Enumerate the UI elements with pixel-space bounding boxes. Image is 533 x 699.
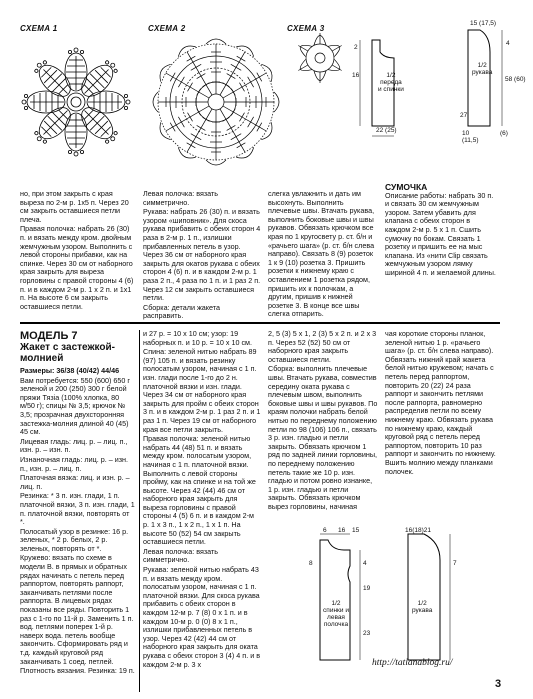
top-col1-para-1: но, при этом закрыть с края выреза по 2-м р. 1х5 п. Через 20 см закрыть оставшиеся петли плеча. (20, 189, 129, 224)
pattern-bottom-dim-16: 16 (338, 527, 346, 534)
bag-title: СУМОЧКА (385, 182, 428, 192)
pattern-bottom-dim-23: 23 (363, 630, 371, 637)
model-sizes: Размеры: 36/38 (40/42) 44/46 (20, 366, 120, 375)
pattern-top-dim-2: 2 (354, 44, 358, 51)
model-title: МОДЕЛЬ 7 (20, 330, 78, 342)
pattern-bottom-dim-4: 4 (363, 560, 367, 567)
pattern-top-dim-4: 4 (506, 40, 510, 47)
model-materials: Вам потребуется: 550 (600) 650 г зеленой и 200 (250) 300 г белой пряжи Тязia (100% хлопка, 80 м/50 г); спицы № 3,5; крючок № 3,5; прозрачная двухсторонняя застежка-молния длиной 40 (45) 45 см. (20, 375, 130, 437)
pattern-top-sleeve-width: 15 (17,5) (470, 20, 497, 27)
mid-col2-para-1: и 27 р. = 10 х 10 см; узор: 19 наборных п. и 10 р. = 10 х 10 см. (143, 329, 252, 347)
pattern-top-dim-27: 27 (460, 112, 468, 119)
pattern-bottom-dim-6: 6 (323, 527, 327, 534)
model-pattern-3: Платочная вязка: лиц. и изн. р. – лиц. п. (20, 473, 130, 491)
top-col2-para-3: Сборка: детали жакета расправить. (143, 302, 220, 321)
site-url[interactable]: http://tatianablog.ru/ (372, 658, 453, 668)
mid-col2-para-3: Правая полочка: зеленой нитью набрать 44 (48) 51 п. и вязать между кром. полосатым узором, начиная с 1 п. платочной вязки. Выполнить с левой стороны пройму, как на спинке и на той же высоте. Через 42 (44) 46 см от наборного края закрыть для выреза горловины с правой стороны 4 (5) 6 п. и в каждом 2-м р. 1 х 3 п., 1 х 2 п., 1 х 1 п. На высоте 50 (52) 54 см закрыть оставшиеся петли. (143, 434, 256, 547)
pattern-top-body-width: 22 (25) (376, 127, 397, 134)
model-column-2 (143, 330, 261, 670)
model-pattern-6: Кружево: вязать по схеме в модели В. в прямых и обратных рядах начинать с петель перед раппортом, повторять раппорт, заканчивать петлями после раппорта. В лицевых рядах показаны все ряды. Повторить 1 раз с 1-го по 11-й р. Заменить 1 п. вод. петлями поперек 1-й р. наверх вода. петель вообще закончить. Сформировать ряд и т.д. каждый круговой ряд заканчивать 1 соед. петлей. (20, 553, 134, 666)
mid-col3-para-2: Сборка: выполнить плечевые швы. Втачать рукава, совместив середину оката рукава с плечевым швом, выполнить боковые швы и швы рукавов. По краям полочки набрать белой нитью по переднему положению петли по 98 (106) 106 п., связать 3 р. изн. гладью и петли закрыть. Обвязать крючком 1 ряд по задней линии горловины, по переднему положению петель такие же 10 р. изн. гладью и потом ровно изнанке, 1 р. изн. гладью и петли закрыть. Обвязать крючком вырез горловины, начиная (268, 364, 378, 511)
mid-col4-para-1: чая короткие стороны планок, зеленой нитью 1 р. «рачьего шага» (р. ст. б/н слева направо). Обвязать нижний край жакета белой нитью кружевом; начать с петель перед раппортом, повторить 20 (22) 24 раза раппорт и закончить петлями после раппорта, равномерно распределив петли по всему нижнему краю. Обвязать рукава по нижнему краю, каждый круговой ряд с петель перед раппортом, повторить 10 раз раппорт и закончить по нижнему. Вшить молнию между планками полочек. (385, 329, 496, 476)
pattern-bottom-sleeve-label: 1/2 рукава (412, 600, 433, 614)
model-column-4 (385, 330, 497, 477)
model-pattern-7: Плотность вязания. Резинка: 19 п. (20, 666, 135, 676)
top-col4-para-1: Описание работы: набрать 30 п. и связать 30 см жемчужным узором. Затем убавить для клапана с обеих сторон в каждом 2-м р. 5 х 1 п. Сшить сумочку по бокам. Связать 1 розетку и пришить ее на мыс клапана. Из «нити Clip связать жемчужным узором лямку шириной 4 п. и желаемой длины. (385, 190, 496, 277)
model-pattern-4: Резинка: * 3 п. изн. глади, 1 п. платочной вязки, 3 п. изн. глади, 1 п. платочной вязки, повторять от *. (20, 491, 135, 527)
pattern-bottom-body-label: 1/2 спинки и левая полочка (323, 600, 349, 628)
pattern-top-bottom-1: 10 (11,5) (462, 130, 479, 144)
model-subtitle: Жакет с застежкой-молнией (20, 342, 116, 364)
mid-col2-para-4: Левая полочка: вязать симметрично. (143, 546, 219, 565)
schema-1-label: СХЕМА 1 (20, 24, 58, 33)
top-col2-para-2: Рукава: набрать 26 (30) п. и вязать узором «шиповник». Для скоса рукава прибавить с обеих сторон 4 раза в 2-м р. 1 п., излишки прибавленных петель в узор. Через 36 см от наборного края закрыть для окатов рукава с обеих сторон 4 (6) п. и в каждом 2-м р. 1 раза 2 п., 4 раза по 1 п. и 1 раз 2 п. Через 12 см закрыть оставшиеся петли. (143, 207, 261, 303)
pattern-top-dim-16: 16 (352, 72, 360, 79)
model-column-1 (20, 330, 135, 677)
schema-2-label: СХЕМА 2 (148, 24, 186, 33)
top-column-4 (385, 183, 497, 279)
mid-col2-para-2: Спина: зеленой нитью набрать 89 (97) 105 п. и вязать резинку полосатым узором, начиная с 1 п. изн. глади после 1-го до 2 н. платочной вязки и изн. глади. Через 34 см от наборного края закрыть для пройм с обеих сторон 3 п. и в каждом 2-м р. 1 раз 2 п. и 1 раз 1 п. Через 19 см от наборного края все петли закрыть. (143, 347, 261, 434)
top-col2-para-1: Левая полочка: вязать симметрично. (143, 189, 219, 207)
section-divider (20, 322, 500, 324)
schema-2-diagram (150, 26, 282, 178)
schema-3-label: СХЕМА 3 (287, 24, 325, 33)
pattern-top-bottom-2: (6) (500, 130, 508, 137)
pattern-bottom-dim-7: 7 (453, 560, 457, 567)
pattern-bottom-dim-15: 15 (352, 527, 360, 534)
column-divider (139, 330, 140, 692)
pattern-top-dim-58: 58 (60) (505, 76, 526, 83)
model-pattern-2: Изнаночная гладь: лиц. р. – изн. п., изн. р. – лиц. п. (20, 454, 129, 473)
pattern-top-body-label: 1/2 переда и спинки (378, 72, 404, 93)
pattern-bottom-dim-19: 19 (363, 585, 371, 592)
top-column-2 (143, 190, 261, 322)
schema-3-diagram (290, 28, 350, 88)
top-column-3 (268, 190, 378, 320)
mid-col3-para-1: 2, 5 (3) 5 х 1, 2 (3) 5 х 2 п. и 2 х 3 п. Через 52 (52) 50 см от наборного края закрыть оставшиеся петли. (268, 329, 377, 364)
page-number: 3 (495, 678, 502, 690)
model-column-3 (268, 330, 378, 512)
model-pattern-5: Полосатый узор в резинке: 16 р. зеленых, * 2 р. белых, 2 р. зеленых, повторять от *. (20, 526, 129, 553)
top-col3-para-1: слегка увлажнить и дать им высохнуть. Выполнить плечевые швы. Втачать рукава, выполнить боковые швы и швы рукавов. Обвязать крючком все края по 1 кругосвету р. ст. б/н и «рачьего шага» (р. ст. б/н слева направо). Связать 8 (9) розеток 1 к 9 (10) розетка 3. Пришить розетки к нижнему краю с оставлением 1 розетка рядом, пришить их к полочкам, а другим, пришив к нижней розетке 3. В конце все швы слегка отпарить. (268, 189, 375, 319)
mid-col2-para-5: Рукава: зеленой нитью набрать 43 п. и вязать между кром. полосатым узором, начиная с 1 п. платочной вязки. Для скоса рукава прибавить с обеих сторон в каждом 12-м р. 7 (8) 0 х 1 п. и в каждом 10-м р. 0 (0) 8 х 1 п., излишки прибавленных петель в узор. Через 42 (42) 44 см от наборного края закрыть для оката рукава с обеих сторон 3 (4) 4 п. и в каждом 2-м р. 3 х (143, 565, 261, 669)
top-column-1 (20, 190, 135, 312)
pattern-top-sleeve-label: 1/2 рукава (472, 62, 493, 76)
top-col1-para-2: Правая полочка: набрать 26 (30) п. и вязать между кром. двойным жемчужным узором. Выполнить с левой стороны прибавки, как на спинке. Через 30 см от наборного края закрыть для выреза горловины с правой стороны 4 (6) п. и в каждом 2-м р. 1 х 2 п. и 1х1 п. На высоте 6 см закрыть оставшиеся петли. (20, 224, 134, 311)
pattern-bottom-dim-8: 8 (309, 560, 313, 567)
model-pattern-1: Лицевая гладь: лиц. р. – лиц. п., изн. р. – изн. п. (20, 436, 128, 455)
schema-1-diagram (12, 30, 140, 178)
pattern-bottom-sleeve-top: 16(18)21 (405, 527, 432, 534)
